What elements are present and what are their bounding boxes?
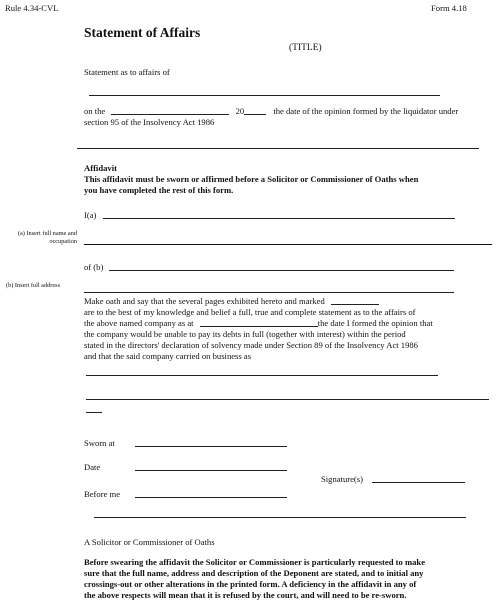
side-note-a: (a) Insert full name and occupation xyxy=(17,230,77,245)
on-the-suffix: the date of the opinion formed by the liquidator under xyxy=(273,106,459,116)
form-number: Form 4.18 xyxy=(431,3,467,13)
footer-note-4: the above respects will mean that it is refused by the court, and will need to be re-sworn. xyxy=(84,590,407,600)
title-placeholder: (TITLE) xyxy=(289,43,322,53)
before-me-label: Before me xyxy=(84,489,121,499)
statement-date-blank[interactable] xyxy=(200,318,318,327)
deponent-name-label: I(a) xyxy=(84,210,97,220)
deponent-address-label: of (b) xyxy=(84,262,104,272)
business-line-3[interactable] xyxy=(86,412,102,413)
sworn-at-label: Sworn at xyxy=(84,438,115,448)
oath-line-1: Make oath and say that the several pages exhibited hereto and marked xyxy=(84,296,379,307)
address-line-2[interactable] xyxy=(84,292,454,293)
footer-note-2: sure that the full name, address and description of the Deponent are stated, and to initial any xyxy=(84,568,424,578)
year-prefix: 20 xyxy=(235,106,245,116)
affidavit-heading: Affidavit xyxy=(84,163,117,173)
oath-line-6: and that the said company carried on business as xyxy=(84,351,252,361)
oath-line-2: are to the best of my knowledge and belief a full, true and complete statement as to the affairs of xyxy=(84,307,416,317)
oath-line-3: the above named company as at the date I formed the opinion that xyxy=(84,318,433,328)
insolvency-act-reference: section 95 of the Insolvency Act 1986 xyxy=(84,117,215,127)
before-me-line[interactable] xyxy=(135,497,287,498)
address-line-1[interactable] xyxy=(109,270,454,271)
oath-line-4: the company would be unable to pay its debts in full (together with interest) within the period xyxy=(84,329,406,339)
sworn-date-line[interactable] xyxy=(135,470,287,471)
sworn-at-line[interactable] xyxy=(135,446,287,447)
exhibit-mark-blank[interactable] xyxy=(331,296,379,305)
divider-line xyxy=(77,148,479,149)
affidavit-instruction-1: This affidavit must be sworn or affirmed before a Solicitor or Commissioner of Oaths when xyxy=(84,174,419,184)
signature-line[interactable] xyxy=(372,482,465,483)
signature-label: Signature(s) xyxy=(321,474,364,484)
business-line-2[interactable] xyxy=(86,399,489,400)
solicitor-signature-line[interactable] xyxy=(94,517,466,518)
page-title: Statement of Affairs xyxy=(84,25,201,40)
affidavit-instruction-2: you have completed the rest of this form. xyxy=(84,185,234,195)
footer-note-3: crossings-out or other alterations in the printed form. A deficiency in the affidavit in any of xyxy=(84,579,417,589)
side-note-b: (b) Insert full address xyxy=(6,282,61,289)
year-blank[interactable] xyxy=(244,106,266,115)
business-line-1[interactable] xyxy=(86,375,438,376)
date-blank[interactable] xyxy=(111,106,229,115)
statement-intro: Statement as to affairs of xyxy=(84,67,170,77)
company-name-line[interactable] xyxy=(89,95,440,96)
oath-line-5: stated in the directors' declaration of solvency made under Section 89 of the Insolvency Act 1986 xyxy=(84,340,418,350)
solicitor-label: A Solicitor or Commissioner of Oaths xyxy=(84,537,215,547)
on-the-label: on the xyxy=(84,106,106,116)
date-label: Date xyxy=(84,462,101,472)
deponent-name-line[interactable] xyxy=(103,218,455,219)
footer-note-1: Before swearing the affidavit the Solicitor or Commissioner is particularly requested to make xyxy=(84,557,426,567)
rule-number: Rule 4.34-CVL xyxy=(5,3,59,13)
occupation-line[interactable] xyxy=(84,244,492,245)
date-of-opinion-row xyxy=(84,106,458,117)
